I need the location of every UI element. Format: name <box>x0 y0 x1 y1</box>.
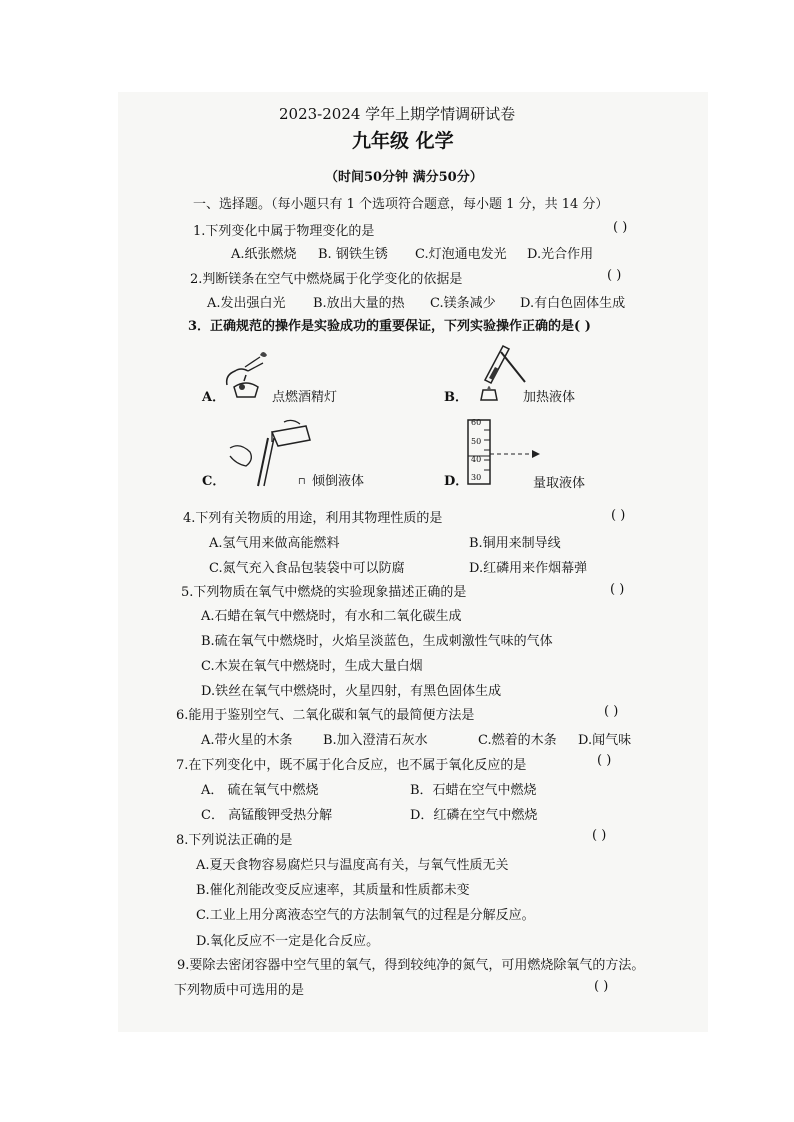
q3-option-d-letter: D． <box>444 474 469 489</box>
q2-option-d: D.有白色固体生成 <box>520 296 626 311</box>
answer-blank-7[interactable]: ( ) <box>597 753 612 768</box>
q8-option-a: A.夏天食物容易腐烂只与温度高有关，与氧气性质无关 <box>196 858 509 873</box>
q2-option-b: B.放出大量的热 <box>313 296 405 311</box>
q7-option-a: A． 硫在氧气中燃烧 <box>201 783 319 798</box>
q4-option-c: C.氮气充入食品包装袋中可以防腐 <box>209 561 405 576</box>
question-7-stem: 7.在下列变化中，既不属于化合反应，也不属于氧化反应的是 <box>176 758 527 773</box>
q1-option-c: C.灯泡通电发光 <box>415 247 507 262</box>
q5-option-d: D.铁丝在氧气中燃烧时，火星四射，有黑色固体生成 <box>201 684 502 699</box>
question-1-stem: 1.下列变化中属于物理变化的是 <box>193 224 375 239</box>
q5-option-b: B.硫在氧气中燃烧时，火焰呈淡蓝色，生成刺激性气味的气体 <box>201 634 553 649</box>
cylinder-tick-60: 60 <box>471 418 482 427</box>
q1-option-d: D.光合作用 <box>527 247 594 262</box>
answer-blank-5[interactable]: ( ) <box>610 582 625 597</box>
answer-blank-8[interactable]: ( ) <box>592 828 607 843</box>
q3-option-b-letter: B． <box>444 390 468 405</box>
question-5-stem: 5.下列物质在氧气中燃烧的实验现象描述正确的是 <box>181 585 467 600</box>
cylinder-tick-40: 40 <box>471 455 482 464</box>
q7-option-c: C． 高锰酸钾受热分解 <box>201 808 333 823</box>
question-2-stem: 2.判断镁条在空气中燃烧属于化学变化的依据是 <box>190 272 463 287</box>
q1-option-a: A.纸张燃烧 <box>231 247 297 262</box>
question-4-stem: 4.下列有关物质的用途，利用其物理性质的是 <box>183 511 443 526</box>
subject-title: 九年级 化学 <box>352 130 454 152</box>
q3-option-a-letter: A． <box>202 390 226 405</box>
question-9-stem: 9.要除去密闭容器中空气里的氧气，得到较纯净的氮气，可用燃烧除氧气的方法。 <box>177 958 645 973</box>
q8-option-d: D.氧化反应不一定是化合反应。 <box>196 934 380 949</box>
q3-option-b-caption: 加热液体 <box>523 390 576 405</box>
exam-title: 2023-2024 学年上期学情调研试卷 <box>279 105 516 123</box>
answer-blank-4[interactable]: ( ) <box>611 508 626 523</box>
question-9-stem-continued: 下列物质中可选用的是 <box>174 983 305 998</box>
q4-option-a: A.氢气用来做高能燃料 <box>209 536 340 551</box>
q8-option-b: B.催化剂能改变反应速率，其质量和性质都未变 <box>196 883 470 898</box>
small-bottle-icon: ⊓ <box>298 477 306 487</box>
q6-option-c: C.燃着的木条 <box>478 733 557 748</box>
q6-option-b: B.加入澄清石灰水 <box>323 733 428 748</box>
q4-option-d: D.红磷用来作烟幕弹 <box>469 561 588 576</box>
question-3-stem: 3．正确规范的操作是实验成功的重要保证，下列实验操作正确的是( ) <box>188 319 591 334</box>
q7-option-d: D．红磷在空气中燃烧 <box>410 808 538 823</box>
question-8-stem: 8.下列说法正确的是 <box>176 833 293 848</box>
q3-option-c-letter: C． <box>202 474 226 489</box>
answer-blank-9[interactable]: ( ) <box>594 979 609 994</box>
q2-option-a: A.发出强白光 <box>207 296 286 311</box>
q1-option-b: B. 钢铁生锈 <box>318 247 388 262</box>
cylinder-tick-30: 30 <box>471 473 482 482</box>
answer-blank-6[interactable]: ( ) <box>604 704 619 719</box>
q3-option-a-caption: 点燃酒精灯 <box>272 390 338 405</box>
question-6-stem: 6.能用于鉴别空气、二氧化碳和氧气的最简便方法是 <box>176 708 475 723</box>
q4-option-b: B.铜用来制导线 <box>469 536 561 551</box>
q6-option-d: D.闻气味 <box>578 733 632 748</box>
exam-info: （时间50分钟 满分50分） <box>325 170 483 185</box>
q2-option-c: C.镁条减少 <box>430 296 496 311</box>
heating-liquid-figure <box>465 340 530 405</box>
q8-option-c: C.工业上用分离液态空气的方法制氧气的过程是分解反应。 <box>196 908 535 923</box>
q5-option-c: C.木炭在氧气中燃烧时，生成大量白烟 <box>201 659 423 674</box>
q3-option-c-caption: 倾倒液体 <box>312 474 365 489</box>
cylinder-tick-50: 50 <box>471 437 482 446</box>
q7-option-b: B．石蜡在空气中燃烧 <box>410 783 537 798</box>
q5-option-a: A.石蜡在氧气中燃烧时，有水和二氧化碳生成 <box>201 609 462 624</box>
q3-option-d-caption: 量取液体 <box>533 476 586 491</box>
section-heading: 一、选择题。（每小题只有 1 个选项符合题意，每小题 1 分，共 14 分） <box>193 197 609 212</box>
answer-blank-1[interactable]: ( ) <box>613 220 628 235</box>
q6-option-a: A.带火星的木条 <box>201 733 293 748</box>
answer-blank-2[interactable]: ( ) <box>607 268 622 283</box>
